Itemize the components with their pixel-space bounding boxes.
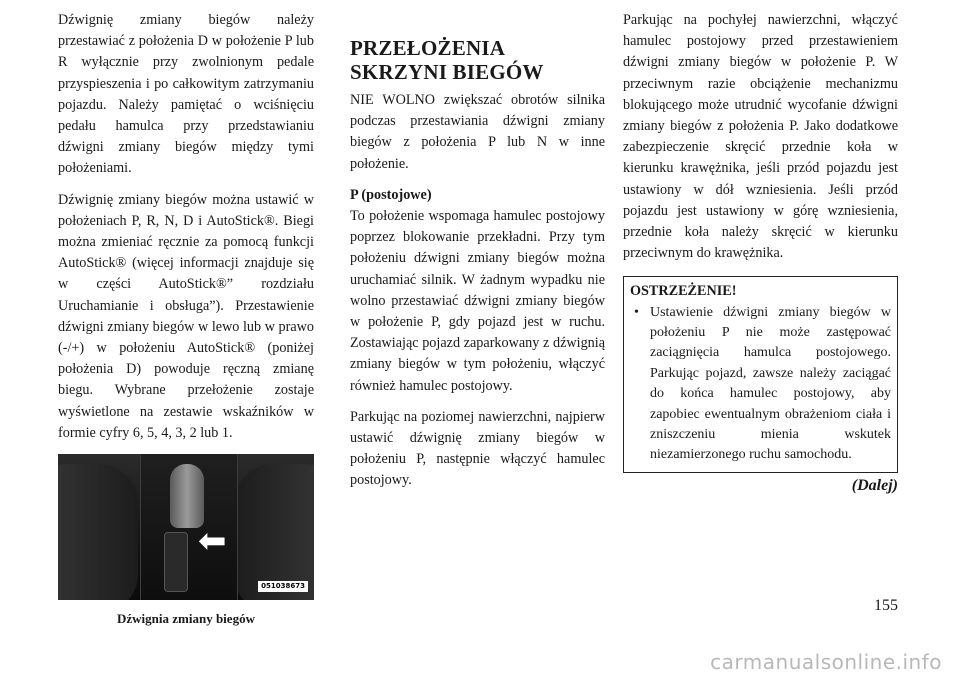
continued-label: (Dalej) [851, 476, 898, 494]
figure-code: 051038673 [258, 581, 308, 592]
seat-right [234, 464, 314, 600]
warning-title: OSTRZEŻENIE! [630, 283, 737, 300]
seat-left [58, 464, 138, 600]
paragraph: Dźwignię zmiany biegów należy przestawiać z położenia D w położenie P lub R wyłącznie przy zwolnionym pedale przyspieszenia i po całkowitym zatrzymaniu pojazdu. Należy pamiętać o wciśnięciu pedału hamulca przy przedstawianiu dźwigni zmiany biegów między tymi położeniami. [58, 12, 314, 177]
paragraph: NIE WOLNO zwiększać obrotów silnika podczas przestawiania dźwigni zmiany biegów z położenia P lub N w inne położenie. [350, 92, 605, 172]
page-number: 155 [874, 597, 898, 614]
shift-gate [164, 532, 188, 592]
left-column [58, 10, 314, 629]
paragraph: Parkując na pochyłej nawierzchni, włączyć hamulec postojowy przed przestawieniem dźwigni zmiany biegów w położenie P. W przeciwnym razie obciążenie mechanizmu blokującego może utrudnić wycofanie dźwigni zmiany biegów z położenia P. Jako dodatkowe zabezpieczenie skręcić przednie koła w kierunku krawężnika, jeśli przód pojazdu jest ustawiony w dół wzniesienia. Jeśli przód pojazdu jest ustawiony w górę wzniesienia, przednie koła należy skręcić w kierunku przeciwnym do krawężnika. [623, 12, 898, 262]
paragraph: To położenie wspomaga hamulec postojowy poprzez blokowanie przekładni. Przy tym położeniu dźwigni zmiany biegów można uruchamiać silnik. W żadnym wypadku nie wolno przestawiać dźwigni zmiany biegów w położenie P, gdy pojazd jest w ruchu. Zostawiając pojazd zaparkowany z dźwignią zmiany biegów w tym położeniu, włączyć również hamulec postojowy. [350, 208, 605, 394]
subheading: P (postojowe) [350, 186, 432, 203]
paragraph: Parkując na poziomej nawierzchni, najpierw ustawić dźwignię zmiany biegów w położeniu P, następnie włączyć hamulec postojowy. [350, 408, 605, 489]
gear-lever-photo [58, 454, 314, 600]
left-arrow-icon: ⬅ [198, 521, 227, 562]
warning-list [630, 303, 891, 466]
paragraph: Dźwignię zmiany biegów można ustawić w położeniach P, R, N, D i AutoStick®. Biegi można zmieniać ręcznie za pomocą funkcji AutoStick® (więcej informacji znajduje się w części AutoStick®” rozdziału Uruchamianie i obsługa”). Przestawienie dźwigni zmiany biegów w lewo lub w prawo (-/+) w położeniu AutoStick® (poniżej położenia D) powoduje ręczną zmianę biegu. Wybrane przełożenie zostaje wyświetlone na zestawie wskaźników w formie cyfry 6, 5, 4, 3, 2 lub 1. [58, 191, 314, 441]
watermark: carmanualsonline.info [710, 650, 942, 674]
warning-box [623, 276, 898, 472]
right-column [623, 10, 898, 496]
figure-caption: Dźwignia zmiany biegów [117, 611, 255, 627]
section-heading: PRZEŁOŻENIA SKRZYNI BIEGÓW [350, 36, 544, 84]
gear-knob [170, 464, 204, 528]
warning-item: • Ustawienie dźwigni zmiany biegów w położeniu P nie może zastępować zaciągnięcia hamulca postojowego. Parkując pojazd, zawsze należy zaciągać do końca hamulec postojowy, aby zapobiec ewentualnym obrażeniom ciała i zniszczeniu mienia wskutek niezamierzonego ruchu samochodu. [630, 303, 891, 466]
middle-column [350, 10, 605, 502]
